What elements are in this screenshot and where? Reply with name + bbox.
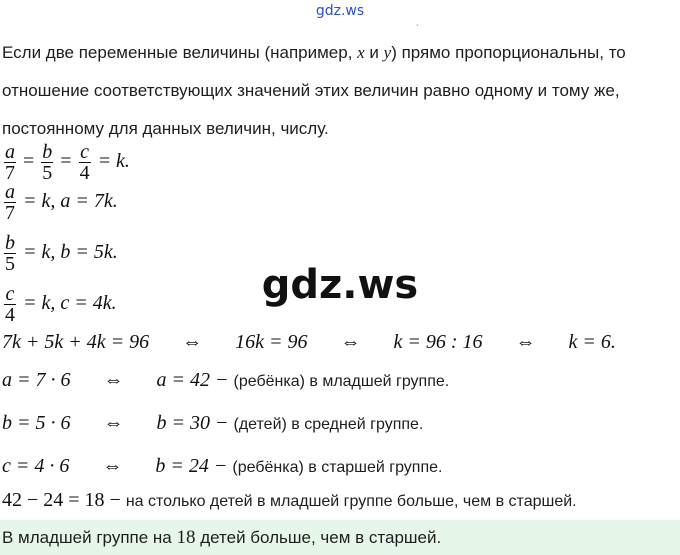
answer-number: 18	[176, 527, 196, 548]
old-group-text: (ребёнка) в старшей группе.	[232, 459, 443, 476]
iff-symbol: ⇔	[340, 331, 361, 353]
intro-text-end: ) прямо пропорциональны, то	[391, 43, 626, 62]
fraction-c-4: $\frac{c}{4}$	[79, 141, 90, 184]
stray-mark: ˙	[416, 24, 420, 35]
intro-line-3: постоянному для данных величин, числу.	[2, 119, 329, 138]
intro-line-1	[2, 43, 626, 63]
equation-old-group: c = 4 · 6 ⇔ b = 24 − (ребёнка) в старшей группе.	[2, 455, 443, 477]
answer-text-end: детей больше, чем в старшей.	[195, 528, 442, 547]
fraction-b-5: $\frac{b}{5}$	[42, 141, 53, 184]
answer-box	[0, 520, 680, 555]
equation-b: $\frac{b}{5}$ = k, b = 5k.	[5, 232, 118, 275]
young-group-text: (ребёнка) в младшей группе.	[233, 373, 450, 390]
difference-text: на столько детей в младшей группе больше, чем в старшей.	[125, 493, 577, 510]
equation-difference: 42 − 24 = 18 − на столько детей в младшей группе больше, чем в старшей.	[2, 489, 577, 511]
fraction-a-7: $\frac{a}{7}$	[5, 141, 15, 184]
iff-symbol: ⇔	[515, 331, 536, 353]
watermark-center: gdz.ws	[261, 262, 419, 308]
equation-c-rest: = k, c = 4k.	[23, 292, 117, 315]
equation-young-group: a = 7 · 6 ⇔ a = 42 − (ребёнка) в младшей группе.	[2, 369, 450, 391]
var-x: x	[357, 43, 365, 62]
answer-text: В младшей группе на	[2, 528, 177, 547]
intro-text: Если две переменные величины (например,	[2, 43, 358, 62]
equation-ratio-chain: $\frac{a}{7}$ = $\frac{b}{5}$ = $\frac{c}{4}$ = k.	[5, 141, 130, 184]
equation-middle-group: b = 5 · 6 ⇔ b = 30 − (детей) в средней группе.	[2, 412, 424, 434]
intro-conj: и	[364, 43, 384, 62]
equation-sum: 7k + 5k + 4k = 96 ⇔ 16k = 96 ⇔ k = 96 : 16 ⇔ k = 6.	[2, 331, 616, 353]
iff-symbol: ⇔	[182, 331, 203, 353]
equation-b-rest: = k, b = 5k.	[23, 241, 118, 264]
equation-rest: = k.	[97, 150, 130, 173]
middle-group-text: (детей) в средней группе.	[233, 416, 424, 433]
var-y: y	[383, 43, 392, 62]
equation-c: $\frac{c}{4}$ = k, c = 4k.	[5, 283, 117, 326]
equation-a-rest: = k, a = 7k.	[23, 190, 118, 213]
intro-line-2: отношение соответствующих значений этих величин равно одному и тому же,	[2, 81, 620, 100]
watermark-top: gdz.ws	[315, 3, 365, 19]
equation-a: $\frac{a}{7}$ = k, a = 7k.	[5, 181, 118, 224]
